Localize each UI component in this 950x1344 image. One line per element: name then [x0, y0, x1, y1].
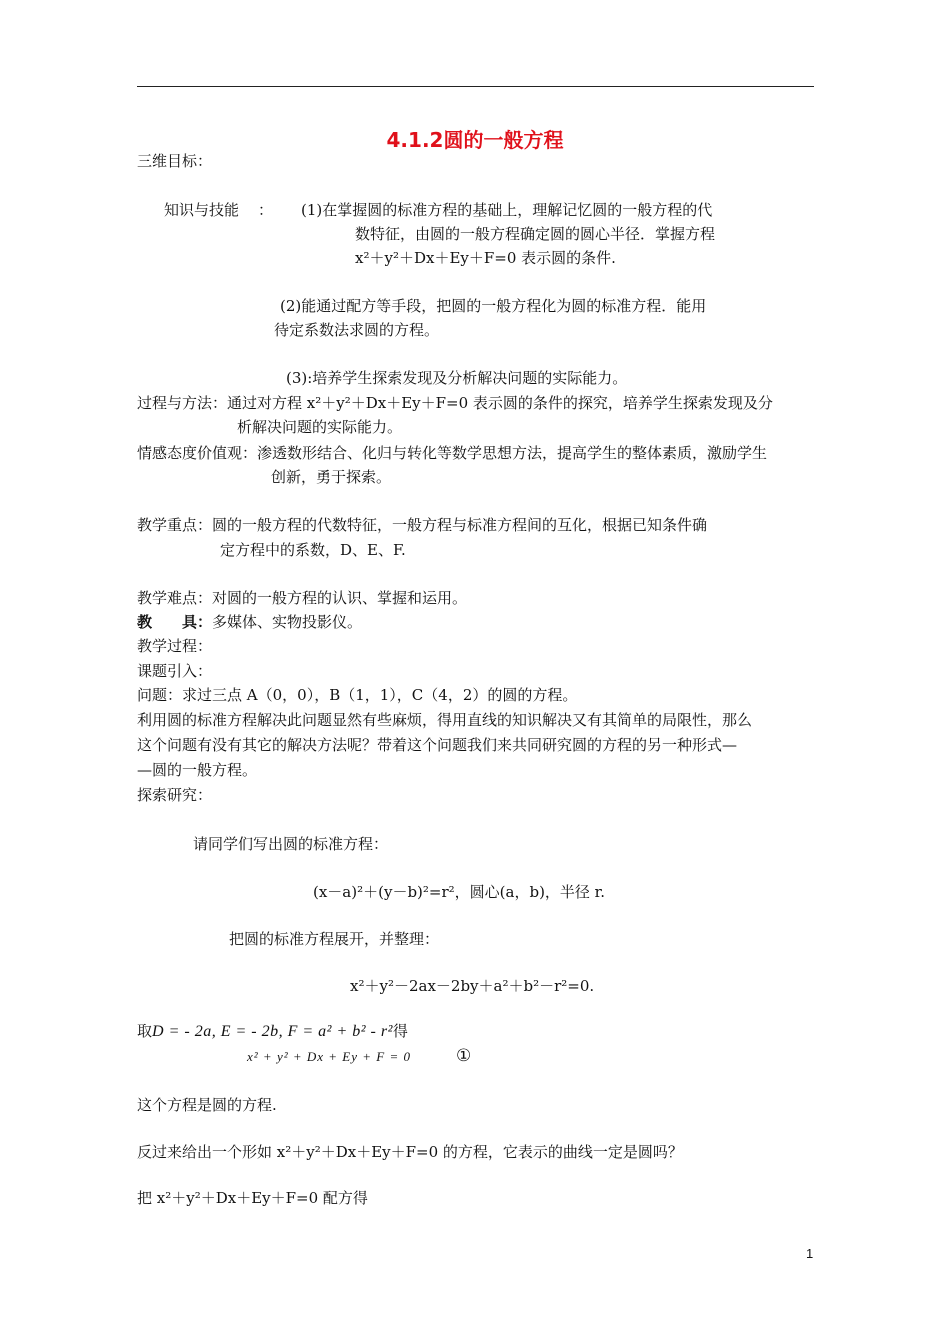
tools-label: 教 具： — [137, 613, 213, 631]
ask-standard-eq: 请同学们写出圆的标准方程： — [193, 835, 389, 853]
tools-text: 多媒体、实物投影仪。 — [212, 613, 363, 631]
expanded-equation: x²＋y²－2ax－2by＋a²＋b²－r²=0. — [350, 977, 595, 995]
take-suffix: 得 — [392, 1022, 408, 1040]
k2-line1: (2)能通过配方等手段，把圆的一般方程化为圆的标准方程．能用 — [280, 297, 707, 315]
paragraph-line2: 这个问题有没有其它的解决方法呢？带着这个问题我们来共同研究圆的方程的另一种形式— — [137, 736, 738, 754]
explore-heading: 探索研究： — [137, 786, 213, 804]
tools-line — [137, 612, 362, 632]
goals-heading: 三维目标： — [137, 152, 213, 170]
circle-equation-text: 这个方程是圆的方程. — [137, 1096, 277, 1114]
equation-1-marker: ① — [456, 1046, 472, 1066]
standard-equation: (x－a)²＋(y－b)²=r²，圆心(a，b)，半径 r. — [313, 883, 605, 901]
difficult-point: 教学难点：对圆的一般方程的认识、掌握和运用。 — [137, 589, 468, 607]
k1-line2: 数特征，由圆的一般方程确定圆的圆心半径．掌握方程 — [355, 225, 716, 243]
paragraph-line1: 利用圆的标准方程解决此问题显然有些麻烦，得用直线的知识解决又有其简单的局限性，那么 — [137, 711, 753, 729]
take-line — [137, 1021, 408, 1042]
complete-square-text: 把 x²＋y²＋Dx＋Ey＋F=0 配方得 — [137, 1189, 368, 1207]
question-text: 问题：求过三点 A（0，0），B（1，1），C（4，2）的圆的方程。 — [137, 686, 578, 704]
k3-line1: (3):培养学生探索发现及分析解决问题的实际能力。 — [286, 369, 628, 387]
equation-1: x² + y² + Dx + Ey + F = 0 — [247, 1049, 412, 1064]
key-point-line1: 教学重点：圆的一般方程的代数特征，一般方程与标准方程间的互化，根据已知条件确 — [137, 516, 708, 534]
k2-line2: 待定系数法求圆的方程。 — [274, 321, 440, 339]
intro-heading: 课题引入： — [137, 662, 213, 680]
paragraph-line3: —圆的一般方程。 — [137, 761, 258, 779]
emotion-line1: 情感态度价值观：渗透数形结合、化归与转化等数学思想方法，提高学生的整体素质，激励学生 — [137, 444, 768, 462]
expand-instruction: 把圆的标准方程展开，并整理： — [229, 930, 440, 948]
document-title: 4.1.2圆的一般方程 — [386, 128, 564, 152]
knowledge-colon: ： — [258, 201, 274, 219]
key-point-line2: 定方程中的系数，D、E、F. — [220, 541, 406, 559]
take-math: D = - 2a, E = - 2b, F = a² + b² - r² — [152, 1023, 393, 1040]
k1-line3: x²＋y²＋Dx＋Ey＋F=0 表示圆的条件. — [355, 249, 616, 267]
process-line1: 过程与方法：通过对方程 x²＋y²＋Dx＋Ey＋F=0 表示圆的条件的探究，培养学生探索发现及分 — [137, 394, 773, 412]
process-line2: 析解决问题的实际能力。 — [237, 418, 403, 436]
take-prefix: 取 — [137, 1022, 153, 1040]
page-number: 1 — [806, 1246, 814, 1261]
emotion-line2: 创新，勇于探索。 — [271, 468, 392, 486]
converse-question: 反过来给出一个形如 x²＋y²＋Dx＋Ey＋F=0 的方程，它表示的曲线一定是圆吗？ — [137, 1143, 683, 1161]
knowledge-label: 知识与技能 — [164, 201, 240, 219]
process-heading: 教学过程： — [137, 637, 213, 655]
header-rule — [137, 86, 814, 87]
k1-line1: (1)在掌握圆的标准方程的基础上，理解记忆圆的一般方程的代 — [301, 201, 713, 219]
